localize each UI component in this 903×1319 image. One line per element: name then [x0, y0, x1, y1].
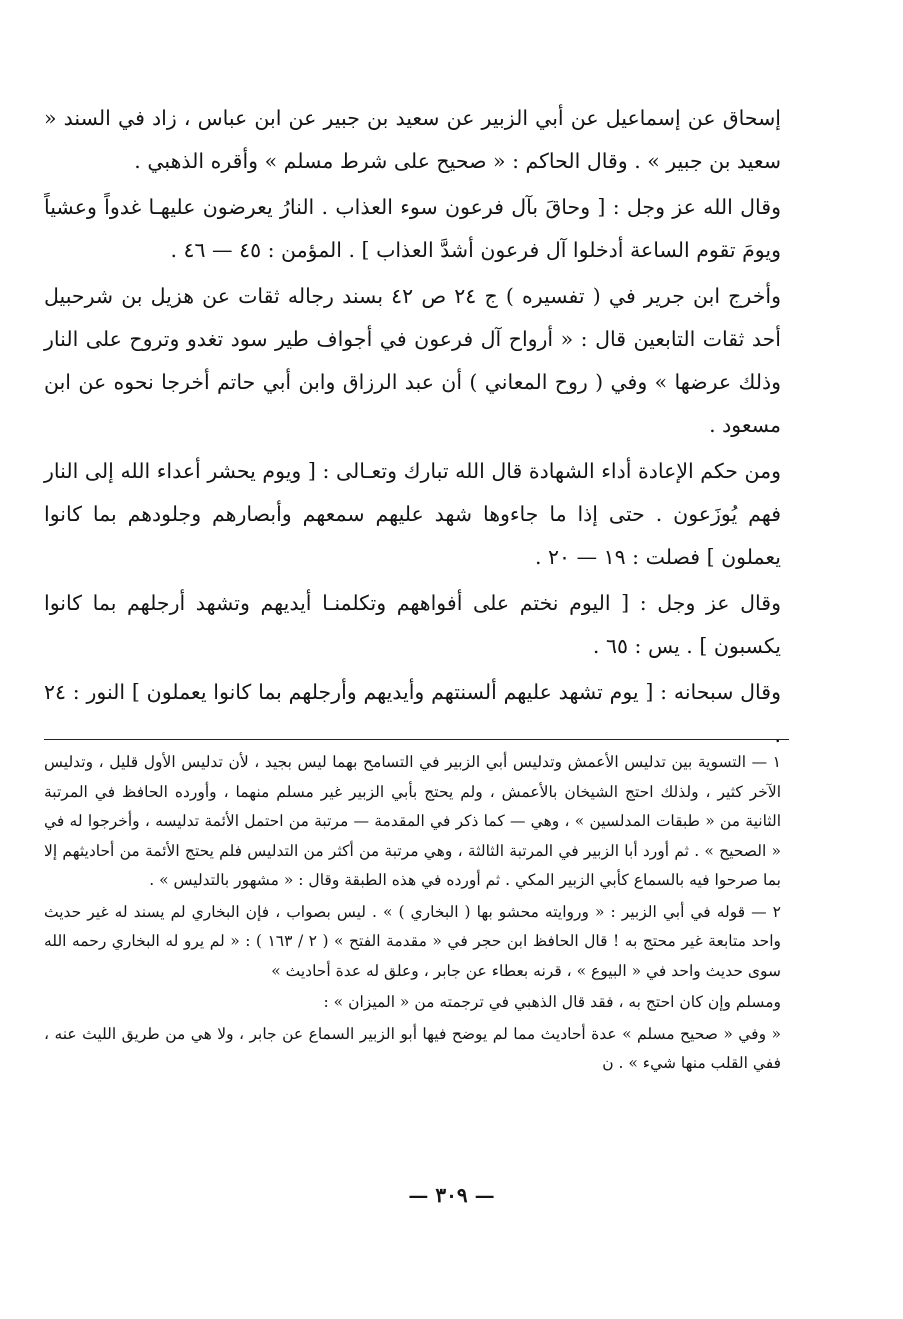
main-paragraph: وقال عز وجل : [ اليوم نختم على أفواههم وتكلمنـا أيديهم وتشهد أرجلهم بما كانوا يكسبون ] . يس : ٦٥ .	[44, 591, 781, 658]
main-paragraph: وقال الله عز وجل : [ وحاقَ بآل فرعون سوء العذاب . النارُ يعرضون عليهـا غدواً وعشياً ويومَ تقوم الساعة أدخلوا آل فرعون أشدَّ العذاب ] . المؤمن : ٤٥ — ٤٦ .	[44, 195, 781, 262]
footnote-divider	[44, 739, 789, 740]
footnote: ومسلم وإن كان احتج به ، فقد قال الذهبي في ترجمته من « الميزان » :	[323, 993, 781, 1011]
footnote: ١ — التسوية بين تدليس الأعمش وتدليس أبي الزبير في التسامح بهما ليس بجيد ، لأن تدليس الأول قليل ، وتدليس الآخر كثير ، ولذلك احتج الشيخان بالأعمش ، ولم يحتج بأبي الزبير غير مسلم منهما ، وأورده الحافظ في المرتبة الثانية من « طبقات المدلسين » ، وهي — كما ذكر في المقدمة — مرتبة من احتمل الأئمة تدليسه ، وأخرجوا له في « الصحيح » . ثم أورد أبا الزبير في المرتبة الثالثة ، وهي مرتبة من أكثر من التدليس فلم يحتج الأئمة من أحاديثهم إلا بما صرحوا فيه بالسماع كأبي الزبير المكي . ثم أورده في هذه الطبقة وقال : « مشهور بالتدليس » .	[44, 753, 781, 889]
main-paragraph: ومن حكم الإعادة أداء الشهادة قال الله تبارك وتعـالى : [ ويوم يحشر أعداء الله إلى النار فهم يُوزَعون . حتى إذا ما جاءوها شهد عليهم سمعهم وأبصارهم وجلودهم بما كانوا يعملون ] فصلت : ١٩ — ٢٠ .	[44, 459, 781, 569]
footnote: « وفي « صحيح مسلم » عدة أحاديث مما لم يوضح فيها أبو الزبير السماع عن جابر ، ولا هي من طريق الليث عنه ، ففي القلب منها شيء » . ن	[44, 1024, 781, 1072]
main-text	[44, 97, 781, 760]
footnote: ٢ — قوله في أبي الزبير : « وروايته محشو بها ( البخاري ) » . ليس بصواب ، فإن البخاري لم يسند له غير حديث واحد متابعة غير محتج به ! قال الحافظ ابن حجر في « مقدمة الفتح » ( ٢ / ١٦٣ ) : « لم يرو له البخاري رحمه الله سوى حديث واحد في « البيوع » ، قرنه بعطاء عن جابر ، وعلق له عدة أحاديث »	[44, 902, 781, 980]
main-paragraph: وأخرج ابن جرير في ( تفسيره ) ج ٢٤ ص ٤٢ بسند رجاله ثقات عن هزيل بن شرحبيل أحد ثقات التابعين قال : « أرواح آل فرعون في أجواف طير سود تغدو وتروح على النار وذلك عرضها » وفي ( روح المعاني ) أن عبد الرزاق وابن أبي حاتم أخرجا نحوه عن ابن مسعود .	[44, 284, 781, 437]
main-paragraph: وقال سبحانه : [ يوم تشهد عليهم ألسنتهم وأيديهم وأرجلهم بما كانوا يعملون ] النور : ٢٤ .	[44, 680, 781, 747]
footnotes	[44, 748, 781, 1081]
page-number: — ٣٠٩ —	[408, 1183, 495, 1207]
main-paragraph: إسحاق عن إسماعيل عن أبي الزبير عن سعيد بن جبير عن ابن عباس ، زاد في السند « سعيد بن جبير » . وقال الحاكم : « صحيح على شرط مسلم » وأقره الذهبي .	[44, 106, 781, 173]
